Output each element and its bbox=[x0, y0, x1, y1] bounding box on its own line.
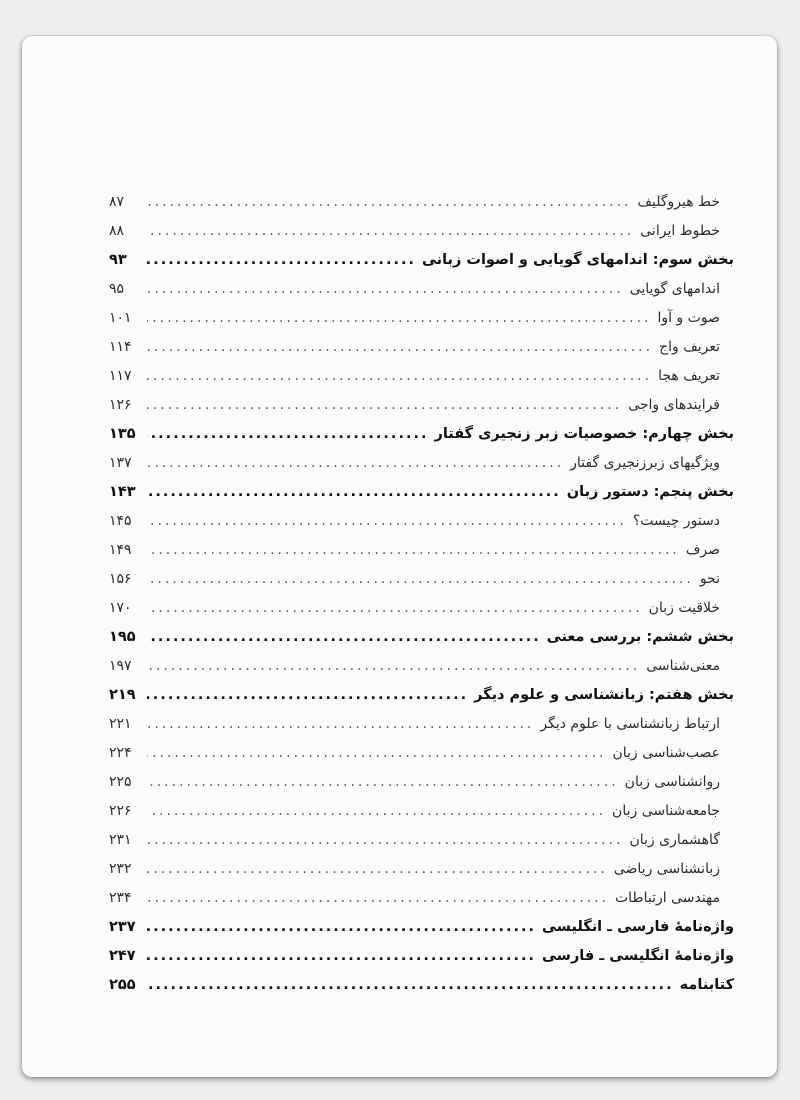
toc-entry bbox=[109, 188, 734, 217]
toc-entry-page-number: ۱۴۵ bbox=[109, 513, 132, 529]
toc-entry-page-number: ۲۳۴ bbox=[109, 890, 132, 906]
dot-leader bbox=[147, 855, 608, 884]
toc-entry-title: معنی‌شناسی bbox=[646, 658, 720, 674]
dot-leader bbox=[147, 623, 541, 652]
toc-entry bbox=[109, 246, 734, 275]
toc-entry-title: بخش هفتم: زبانشناسی و علوم دیگر bbox=[474, 687, 734, 703]
dot-leader bbox=[147, 710, 534, 739]
toc-entry-page-number: ۸۸ bbox=[109, 223, 125, 239]
toc-entry-title: اندامهای گویایی bbox=[629, 281, 720, 297]
toc-entry-page-number: ۱۲۶ bbox=[109, 397, 132, 413]
dot-leader bbox=[147, 449, 564, 478]
toc-entry-page-number: ۲۲۶ bbox=[109, 803, 132, 819]
dot-leader bbox=[147, 536, 680, 565]
toc-entry bbox=[109, 507, 734, 536]
toc-entry-title: عصب‌شناسی زبان bbox=[612, 745, 720, 761]
dot-leader bbox=[147, 333, 653, 362]
toc-entry-page-number: ۱۰۱ bbox=[109, 310, 132, 326]
toc-entry-page-number: ۲۵۵ bbox=[109, 977, 136, 993]
toc-entry-page-number: ۱۵۶ bbox=[109, 571, 132, 587]
toc-entry-page-number: ۱۱۷ bbox=[109, 368, 132, 384]
toc-entry-page-number: ۱۹۷ bbox=[109, 658, 132, 674]
toc-entry-title: ارتباط زبانشناسی با علوم دیگر bbox=[540, 716, 720, 732]
toc-entry-page-number: ۱۴۳ bbox=[109, 484, 136, 500]
toc-entry-title: تعریف هجا bbox=[658, 368, 720, 384]
toc-entry-page-number: ۲۲۴ bbox=[109, 745, 132, 761]
toc-entry bbox=[109, 391, 734, 420]
dot-leader bbox=[147, 217, 634, 246]
toc-entry-title: واژه‌نامهٔ فارسی ـ انگلیسی bbox=[542, 919, 734, 935]
toc-entry-title: بخش سوم: اندامهای گویایی و اصوات زبانی bbox=[421, 252, 734, 268]
toc-entry-page-number: ۲۲۱ bbox=[109, 716, 132, 732]
toc-entry-title: دستور چیست؟ bbox=[632, 513, 720, 529]
toc-entry-page-number: ۲۴۷ bbox=[109, 948, 136, 964]
toc-entry-page-number: ۹۵ bbox=[109, 281, 125, 297]
toc-entry bbox=[109, 913, 734, 942]
toc-entry bbox=[109, 565, 734, 594]
toc-entry bbox=[109, 768, 734, 797]
toc-entry-title: خطوط ایرانی bbox=[640, 223, 720, 239]
book-page bbox=[22, 36, 777, 1077]
toc-entry-title: روانشناسی زبان bbox=[624, 774, 720, 790]
toc-entry bbox=[109, 855, 734, 884]
toc-entry-page-number: ۲۳۷ bbox=[109, 919, 136, 935]
toc-entry-title: صوت و آوا bbox=[657, 310, 720, 326]
dot-leader bbox=[147, 420, 428, 449]
toc-entry bbox=[109, 826, 734, 855]
toc-entry-page-number: ۱۱۴ bbox=[109, 339, 132, 355]
toc-entry bbox=[109, 304, 734, 333]
toc-entry-title: خط هیروگلیف bbox=[637, 194, 720, 210]
toc-entry-title: فرایندهای واجی bbox=[628, 397, 720, 413]
toc-entry-title: زبانشناسی ریاضی bbox=[613, 861, 720, 877]
toc-entry bbox=[109, 275, 734, 304]
dot-leader bbox=[147, 275, 624, 304]
toc-entry-page-number: ۱۹۵ bbox=[109, 629, 136, 645]
dot-leader bbox=[147, 362, 652, 391]
toc-entry bbox=[109, 333, 734, 362]
dot-leader bbox=[147, 971, 674, 1000]
toc-entry bbox=[109, 217, 734, 246]
dot-leader bbox=[147, 884, 609, 913]
dot-leader bbox=[147, 942, 536, 971]
dot-leader bbox=[147, 681, 468, 710]
toc-entry bbox=[109, 971, 734, 1000]
toc-entry bbox=[109, 652, 734, 681]
toc-entry bbox=[109, 710, 734, 739]
toc-entry-title: تعریف واج bbox=[659, 339, 720, 355]
toc-entry-page-number: ۲۳۱ bbox=[109, 832, 132, 848]
dot-leader bbox=[147, 826, 623, 855]
toc-entry-page-number: ۱۴۹ bbox=[109, 542, 132, 558]
dot-leader bbox=[147, 652, 640, 681]
toc-entry-page-number: ۲۳۲ bbox=[109, 861, 132, 877]
dot-leader bbox=[147, 594, 643, 623]
toc-entry bbox=[109, 942, 734, 971]
toc-entry bbox=[109, 884, 734, 913]
dot-leader bbox=[147, 797, 606, 826]
toc-entry-page-number: ۱۳۵ bbox=[109, 426, 136, 442]
dot-leader bbox=[147, 304, 651, 333]
dot-leader bbox=[147, 478, 561, 507]
dot-leader bbox=[147, 507, 627, 536]
toc-entry-title: بخش پنجم: دستور زبان bbox=[566, 484, 734, 500]
toc-entry-page-number: ۲۲۵ bbox=[109, 774, 132, 790]
toc-entry bbox=[109, 420, 734, 449]
toc-entry-title: صرف bbox=[685, 542, 720, 558]
toc-entry bbox=[109, 478, 734, 507]
toc-entry-page-number: ۱۷۰ bbox=[109, 600, 132, 616]
toc-entry bbox=[109, 797, 734, 826]
toc-entry-page-number: ۸۷ bbox=[109, 194, 125, 210]
toc-entry-title: واژه‌نامهٔ انگلیسی ـ فارسی bbox=[542, 948, 734, 964]
toc-entry bbox=[109, 739, 734, 768]
toc-entry-page-number: ۹۳ bbox=[109, 252, 127, 268]
toc-entry bbox=[109, 449, 734, 478]
toc-entry-page-number: ۲۱۹ bbox=[109, 687, 136, 703]
toc-entry-title: کتابنامه bbox=[679, 977, 734, 993]
toc-entry-title: جامعه‌شناسی زبان bbox=[612, 803, 720, 819]
dot-leader bbox=[147, 913, 536, 942]
toc-entry bbox=[109, 536, 734, 565]
dot-leader bbox=[147, 391, 622, 420]
dot-leader bbox=[147, 246, 416, 275]
toc-entry-title: خلاقیت زبان bbox=[648, 600, 720, 616]
dot-leader bbox=[147, 188, 631, 217]
toc-entry-title: بخش چهارم: خصوصیات زبر زنجیری گفتار bbox=[434, 426, 734, 442]
toc-entry-title: مهندسی ارتباطات bbox=[615, 890, 720, 906]
toc-entry-title: نحو bbox=[699, 571, 720, 587]
toc-entry bbox=[109, 623, 734, 652]
toc-entry-page-number: ۱۳۷ bbox=[109, 455, 132, 471]
toc-entry-title: بخش ششم: بررسی معنی bbox=[546, 629, 734, 645]
dot-leader bbox=[147, 565, 694, 594]
toc-entry bbox=[109, 681, 734, 710]
dot-leader bbox=[147, 768, 619, 797]
dot-leader bbox=[147, 739, 606, 768]
toc-entry bbox=[109, 594, 734, 623]
toc-entry bbox=[109, 362, 734, 391]
toc-entry-title: گاهشماری زبان bbox=[629, 832, 720, 848]
toc-entry-title: ویژگیهای زبرزنجیری گفتار bbox=[570, 455, 720, 471]
table-of-contents bbox=[109, 188, 734, 1000]
